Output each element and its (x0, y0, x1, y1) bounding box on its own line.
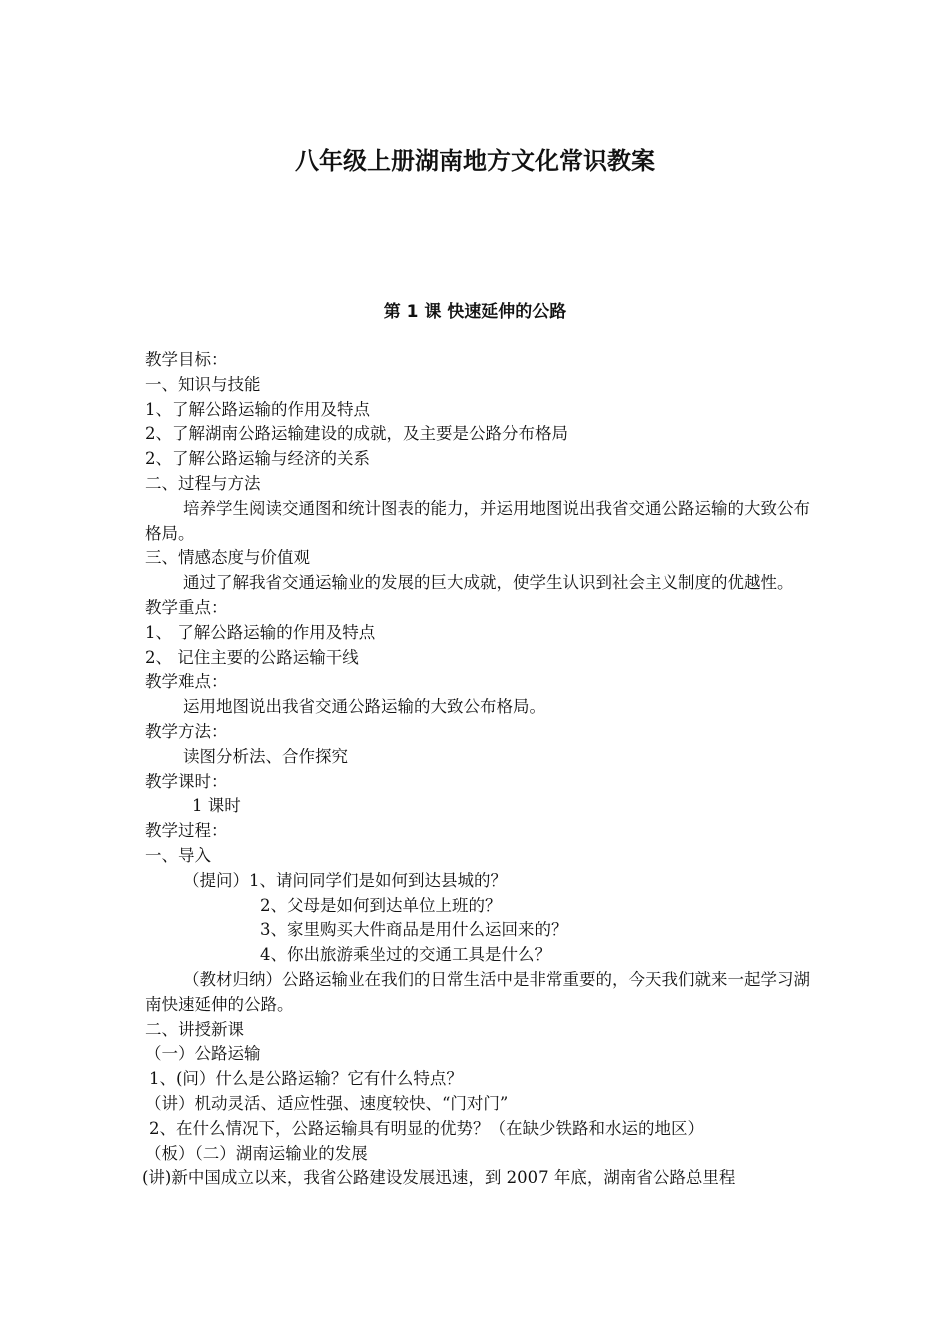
key-point-item: 1、 了解公路运输的作用及特点 (145, 622, 376, 642)
question-item: （提问）1、请问同学们是如何到达县城的？ (183, 870, 507, 890)
goal-item: 2、了解湖南公路运输建设的成就，及主要是公路分布格局 (145, 424, 568, 444)
attitude-values-paragraph: 通过了解我省交通运输业的发展的巨大成就，使学生认识到社会主义制度的优越性。 (183, 573, 794, 593)
key-point-item: 2、 记住主要的公路运输干线 (145, 647, 359, 667)
section-process-method: 二、过程与方法 (145, 473, 261, 493)
process-heading: 教学过程： (145, 821, 228, 841)
section-knowledge-skills: 一、知识与技能 (145, 374, 261, 394)
hours-heading: 教学课时： (145, 771, 228, 791)
question-item: 4、你出旅游乘坐过的交通工具是什么？ (260, 945, 551, 965)
difficulty-text: 运用地图说出我省交通公路运输的大致公布格局。 (183, 697, 546, 717)
teaching-goals-heading: 教学目标： (145, 350, 228, 369)
goal-item: 2、了解公路运输与经济的关系 (145, 449, 370, 469)
intro-summary-paragraph: （教材归纳）公路运输业在我们的日常生活中是非常重要的，今天我们就来一起学习湖南快速延伸的公路。 (145, 969, 810, 1014)
lesson-explanation: （讲）机动灵活、适应性强、速度较快、“门对门” (145, 1093, 509, 1113)
intro-heading: 一、导入 (145, 845, 211, 865)
subsection-transport-development: （板）（二）湖南运输业的发展 (145, 1143, 368, 1163)
lesson-explanation: (讲)新中国成立以来，我省公路建设发展迅速，到 2007 年底，湖南省公路总里程 (142, 1168, 736, 1188)
section-attitude-values: 三、情感态度与价值观 (145, 548, 310, 568)
lesson-title: 第 1 课 快速延伸的公路 (383, 302, 567, 322)
document-title: 八年级上册湖南地方文化常识教案 (295, 147, 655, 175)
question-item: 2、父母是如何到达单位上班的？ (260, 895, 502, 915)
method-text: 读图分析法、合作探究 (183, 746, 348, 766)
method-heading: 教学方法： (145, 721, 228, 741)
question-item: 3、家里购买大件商品是用什么运回来的？ (260, 920, 568, 940)
process-method-paragraph: 培养学生阅读交通图和统计图表的能力，并运用地图说出我省交通公路运输的大致公布格局。 (145, 498, 810, 543)
subsection-road-transport: （一）公路运输 (145, 1044, 261, 1064)
lesson-question: 2、在什么情况下，公路运输具有明显的优势？（在缺少铁路和水运的地区） (149, 1118, 704, 1138)
difficulty-heading: 教学难点： (145, 672, 228, 692)
key-points-heading: 教学重点： (145, 597, 228, 617)
goal-item: 1、了解公路运输的作用及特点 (145, 399, 370, 419)
document-body (142, 348, 810, 1191)
new-lesson-heading: 二、讲授新课 (145, 1019, 244, 1039)
lesson-question: 1、(问）什么是公路运输？它有什么特点？ (149, 1069, 463, 1089)
hours-text: 1 课时 (192, 796, 241, 816)
